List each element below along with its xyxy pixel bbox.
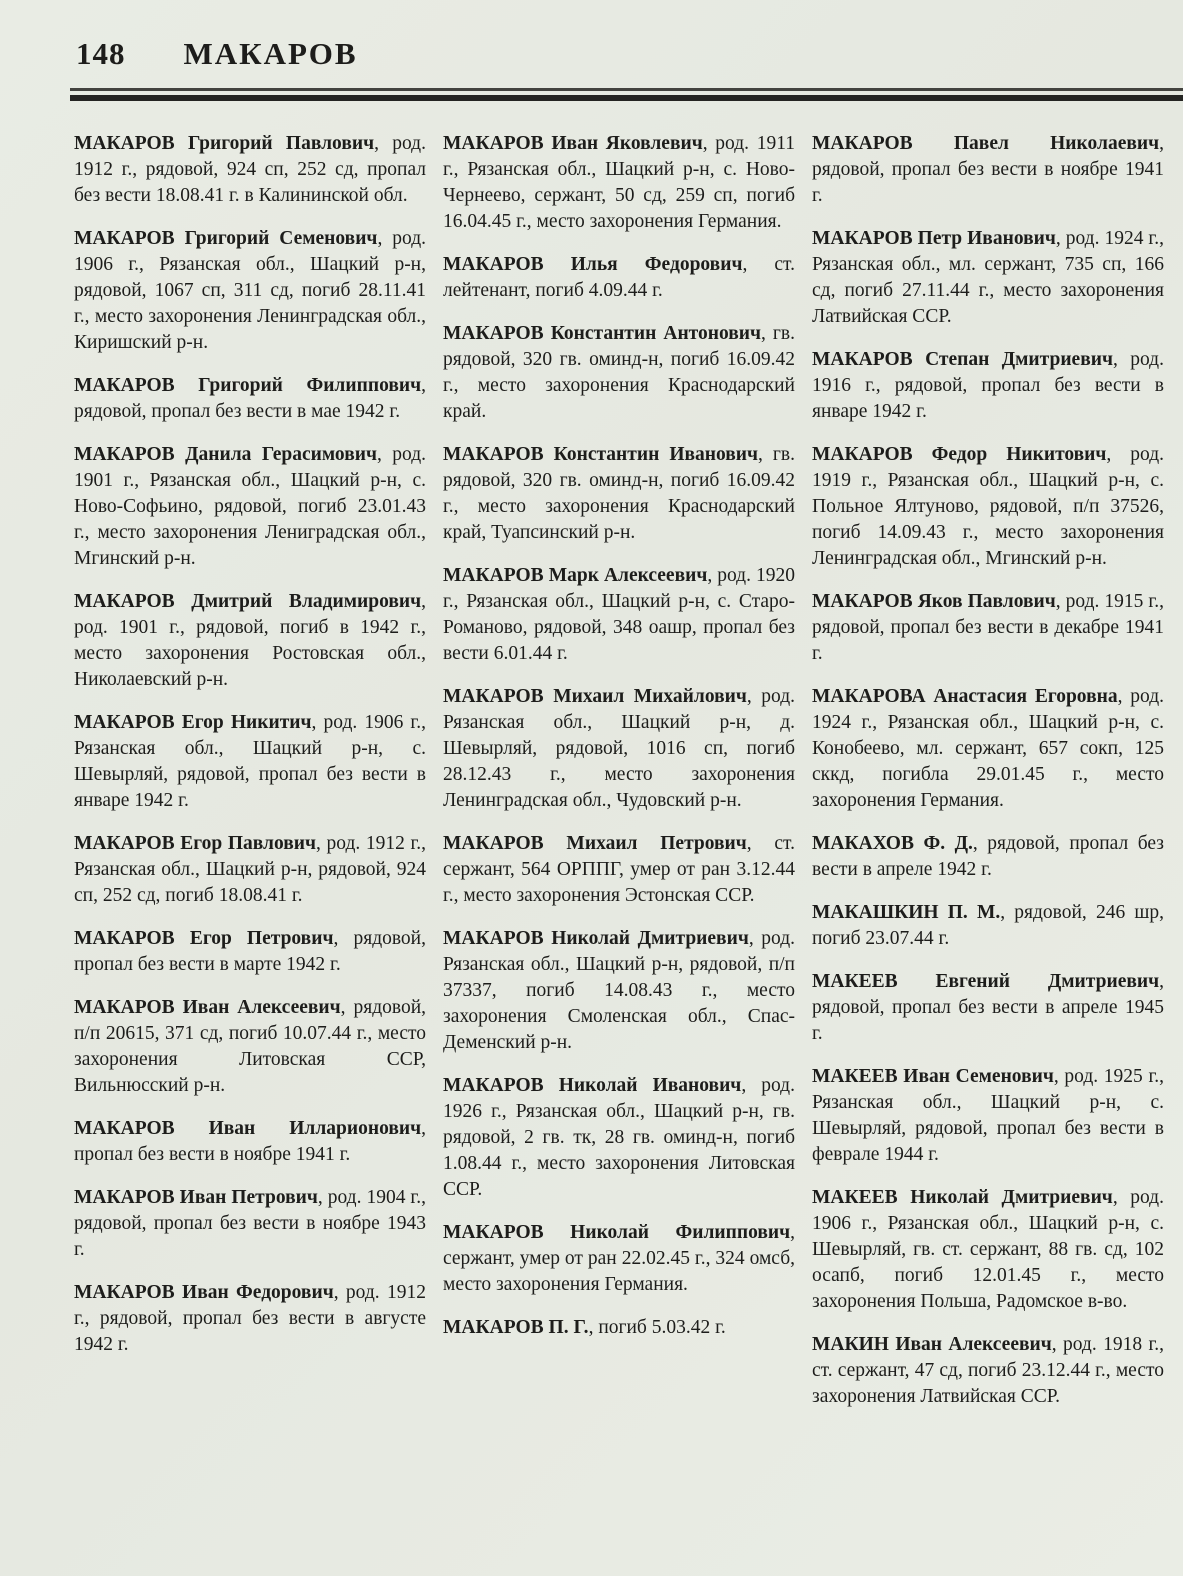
memorial-entry [74, 442, 426, 572]
entry-details: , рядовой, пропал без вести в ноябре 1941 г. [812, 133, 1164, 206]
entry-details: , род. 1901 г., рядовой, погиб в 1942 г., место захоронения Ростовская обл., Николаевский р-н. [74, 591, 426, 690]
memorial-entry [812, 442, 1164, 572]
entry-details: , род. 1918 г., ст. сержант, 47 сд, погиб 23.12.44 г., место захоронения Латвийская ССР. [812, 1334, 1164, 1407]
memorial-entry [812, 1332, 1164, 1410]
entry-name: МАКАРОВ Константин Иванович [443, 444, 759, 465]
entry-name: МАКАРОВ Федор Никитович [812, 444, 1107, 465]
entry-details: , род. 1911 г., Рязанская обл., Шацкий р-н, с. Ново-Чернеево, сержант, 50 сд, 259 сп, погиб 16.04.45 г., место захоронения Германия. [443, 133, 795, 232]
entry-name: МАКАРОВ Григорий Филиппович [74, 375, 422, 396]
memorial-entry [443, 131, 795, 235]
memorial-entry [443, 1315, 795, 1341]
memorial-entry [443, 252, 795, 304]
entry-details: , пропал без вести в ноябре 1941 г. [74, 1118, 426, 1165]
entry-details: , рядовой, п/п 20615, 371 сд, погиб 10.07.44 г., место захоронения Литовская ССР, Вильнюсский р-н. [74, 997, 426, 1096]
entry-details: , род. 1906 г., Рязанская обл., Шацкий р-н, рядовой, 1067 сп, 311 сд, погиб 28.11.41 г., место захоронения Ленинградская обл., Киришский р-н. [74, 228, 426, 353]
entry-name: МАКАРОВ Михаил Петрович [443, 833, 747, 854]
memorial-entry [443, 1220, 795, 1298]
entry-name: МАКАРОВ Степан Дмитриевич [812, 349, 1113, 370]
entry-details: , рядовой, пропал без вести в апреле 1942 г. [812, 833, 1165, 880]
entry-details: , род. 1901 г., Рязанская обл., Шацкий р-н, с. Ново-Софьино, рядовой, погиб 23.01.43 г., место захоронения Лениградская обл., Мгинский р-н. [74, 444, 426, 569]
entry-name: МАКАРОВ Егор Петрович [74, 928, 334, 949]
entry-details: , род. 1906 г., Рязанская обл., Шацкий р-н, с. Шевырляй, рядовой, пропал без вести в январе 1942 г. [74, 712, 426, 811]
memorial-entry [443, 926, 795, 1056]
entry-details: , гв. рядовой, 320 гв. оминд-н, погиб 16.09.42 г., место захоронения Краснодарский край. [443, 323, 795, 422]
memorial-entry [74, 995, 426, 1099]
memorial-entry [812, 1064, 1164, 1168]
memorial-entry [812, 684, 1164, 814]
entry-details: , род. 1915 г., рядовой, пропал без вести в декабре 1941 г. [812, 591, 1164, 664]
memorial-entry [443, 321, 795, 425]
entry-name: МАКАРОВ Иван Петрович [74, 1187, 318, 1208]
entry-name: МАКАРОВ Григорий Павлович [74, 133, 375, 154]
memorial-entry [812, 347, 1164, 425]
entry-details: , род. 1912 г., рядовой, 924 сп, 252 сд, пропал без вести 18.08.41 г. в Калининской обл. [74, 133, 426, 206]
entry-name: МАКАРОВ Иван Илларионович [74, 1118, 422, 1139]
entry-details: , гв. рядовой, 320 гв. оминд-н, погиб 16.09.42 г., место захоронения Краснодарский край, Туапсинский р-н. [443, 444, 795, 543]
memorial-entry [74, 226, 426, 356]
entry-name: МАКАРОВ Данила Герасимович [74, 444, 377, 465]
entry-details: , род. 1924 г., Рязанская обл., мл. сержант, 735 сп, 166 сд, погиб 27.11.44 г., место захоронения Латвийская ССР. [812, 228, 1164, 327]
page-title: МАКАРОВ [183, 36, 358, 71]
entry-name: МАКАХОВ Ф. Д. [812, 833, 973, 854]
memorial-entry [443, 831, 795, 909]
entry-details: , род. 1912 г., рядовой, пропал без вести в августе 1942 г. [74, 1282, 426, 1355]
entry-name: МАКАРОВ Павел Николаевич [812, 133, 1160, 154]
memorial-entry [74, 710, 426, 814]
column-2 [443, 131, 795, 1358]
entry-name: МАКАРОВ Николай Филиппович [443, 1222, 791, 1243]
entry-name: МАКАРОВ Николай Иванович [443, 1075, 742, 1096]
entry-details: , род. 1919 г., Рязанская обл., Шацкий р-н, с. Польное Ялтуново, рядовой, п/п 37526, погиб 14.09.43 г., место захоронения Ленинградская обл., Мгинский р-н. [812, 444, 1164, 569]
memorial-entry [74, 831, 426, 909]
entry-name: МАКЕЕВ Иван Семенович [812, 1066, 1054, 1087]
entry-details: , род. Рязанская обл., Шацкий р-н, д. Шевырляй, рядовой, 1016 сп, погиб 28.12.43 г., место захоронения Ленинградская обл., Чудовский р-н. [443, 686, 795, 811]
memorial-entry [74, 1280, 426, 1358]
memorial-entry [812, 969, 1164, 1047]
entry-name: МАКАРОВ Петр Иванович [812, 228, 1056, 249]
entry-details: , рядовой, 246 шр, погиб 23.07.44 г. [812, 902, 1164, 949]
memorial-entry [74, 589, 426, 693]
entry-details: , род. 1916 г., рядовой, пропал без вести в январе 1942 г. [812, 349, 1164, 422]
entry-name: МАКЕЕВ Евгений Дмитриевич [812, 971, 1160, 992]
entry-name: МАКАРОВ Марк Алексеевич [443, 565, 708, 586]
memorial-entry [74, 1116, 426, 1168]
entry-details: , род. 1904 г., рядовой, пропал без вести в ноябре 1943 г. [74, 1187, 426, 1260]
entry-details: , род. 1926 г., Рязанская обл., Шацкий р-н, гв. рядовой, 2 гв. тк, 28 гв. оминд-н, погиб 1.08.44 г., место захоронения Литовская ССР. [443, 1075, 795, 1200]
entry-details: , ст. лейтенант, погиб 4.09.44 г. [443, 254, 795, 301]
page-header [0, 0, 1183, 72]
memorial-entry [74, 373, 426, 425]
entry-name: МАКАРОВ П. Г. [443, 1317, 589, 1338]
entry-name: МАКАРОВ Илья Федорович [443, 254, 743, 275]
memorial-entry [443, 684, 795, 814]
entry-name: МАКИН Иван Алексеевич [812, 1334, 1052, 1355]
entry-details: , сержант, умер от ран 22.02.45 г., 324 омсб, место захоронения Германия. [443, 1222, 795, 1295]
header-divider [70, 88, 1183, 101]
entry-name: МАКАРОВ Иван Яковлевич [443, 133, 703, 154]
memorial-entry [74, 1185, 426, 1263]
entry-details: , род. Рязанская обл., Шацкий р-н, рядовой, п/п 37337, погиб 14.08.43 г., место захоронения Смоленская обл., Спас-Деменский р-н. [443, 928, 795, 1053]
memorial-entry [812, 131, 1164, 209]
entry-name: МАКЕЕВ Николай Дмитриевич [812, 1187, 1113, 1208]
entry-name: МАКАРОВ Дмитрий Владимирович [74, 591, 422, 612]
entry-details: , рядовой, пропал без вести в апреле 1945 г. [812, 971, 1164, 1044]
entry-details: , рядовой, пропал без вести в мае 1942 г. [74, 375, 426, 422]
page-number: 148 [76, 36, 126, 71]
entry-details: , рядовой, пропал без вести в марте 1942 г. [74, 928, 426, 975]
entry-details: , ст. сержант, 564 ОРППГ, умер от ран 3.12.44 г., место захоронения Эстонская ССР. [443, 833, 795, 906]
entry-details: , род. 1912 г., Рязанская обл., Шацкий р-н, рядовой, 924 сп, 252 сд, погиб 18.08.41 г. [74, 833, 426, 906]
memorial-entry [443, 563, 795, 667]
entry-name: МАКАРОВ Егор Павлович [74, 833, 317, 854]
entry-details: , род. 1924 г., Рязанская обл., Шацкий р-н, с. Конобеево, мл. сержант, 657 сокп, 125 сккд, погибла 29.01.45 г., место захоронения Германия. [812, 686, 1164, 811]
entry-name: МАКАРОВА Анастасия Егоровна [812, 686, 1118, 707]
entry-name: МАКАРОВ Егор Никитич [74, 712, 312, 733]
entry-details: , род. 1906 г., Рязанская обл., Шацкий р-н, с. Шевырляй, гв. ст. сержант, 88 гв. сд, 102 осапб, погиб 12.01.45 г., место захоронения Польша, Радомское в-во. [812, 1187, 1164, 1312]
memorial-entry [443, 1073, 795, 1203]
memorial-entry [812, 226, 1164, 330]
entry-name: МАКАРОВ Яков Павлович [812, 591, 1056, 612]
memorial-entry [812, 1185, 1164, 1315]
entry-name: МАКАРОВ Михаил Михайлович [443, 686, 747, 707]
memorial-entry [443, 442, 795, 546]
entries-columns [0, 101, 1183, 1427]
entry-name: МАКАРОВ Константин Антонович [443, 323, 762, 344]
divider-thin-line [70, 88, 1183, 91]
memorial-entry [812, 589, 1164, 667]
entry-name: МАКАШКИН П. М. [812, 902, 1001, 923]
entry-name: МАКАРОВ Николай Дмитриевич [443, 928, 749, 949]
memorial-entry [812, 831, 1164, 883]
entry-name: МАКАРОВ Григорий Семенович [74, 228, 378, 249]
memorial-entry [74, 926, 426, 978]
column-3 [812, 131, 1164, 1427]
entry-name: МАКАРОВ Иван Федорович [74, 1282, 334, 1303]
column-1 [74, 131, 426, 1375]
memorial-entry [74, 131, 426, 209]
entry-details: , род. 1920 г., Рязанская обл., Шацкий р-н, с. Старо-Романово, рядовой, 348 оашр, пропал без вести 6.01.44 г. [443, 565, 795, 664]
entry-details: , погиб 5.03.42 г. [588, 1317, 726, 1338]
entry-name: МАКАРОВ Иван Алексеевич [74, 997, 341, 1018]
entry-details: , род. 1925 г., Рязанская обл., Шацкий р-н, с. Шевырляй, рядовой, пропал без вести в феврале 1944 г. [812, 1066, 1164, 1165]
memorial-entry [812, 900, 1164, 952]
